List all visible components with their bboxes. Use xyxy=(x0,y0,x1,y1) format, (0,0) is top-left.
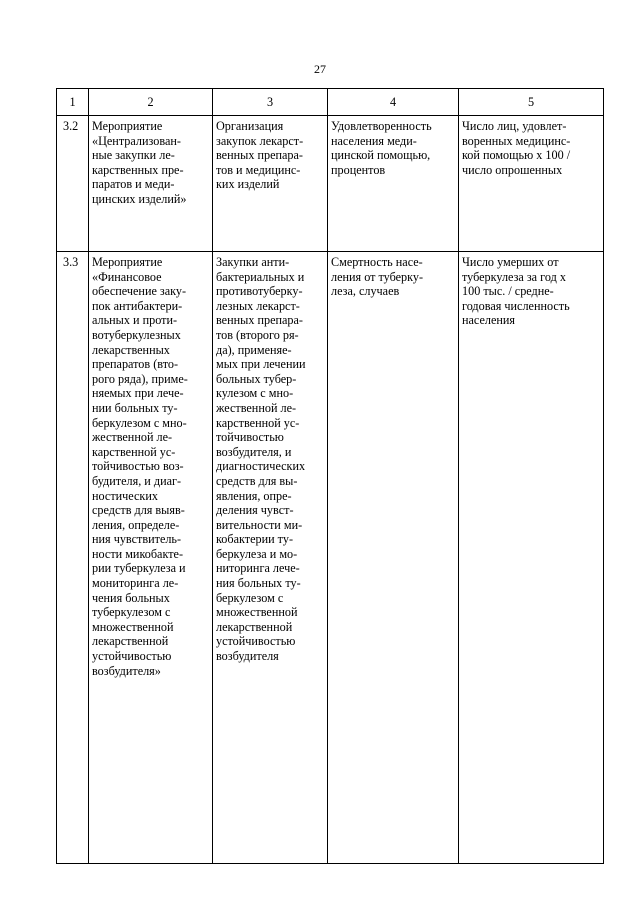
activity-text: Закупки анти- бактериальных и противотуберку- лезных лекарст- венных препара- тов (второго ря- да), применяе- мых при лечении больных тубер- кулезом с мно- жественной ле- карственной ус- тойчивостью возбудителя, и диагностических средств для вы- явления, опре- деления чувст- вительности ми- кобактерии ту- беркулеза и мо- ниторинга лече- ния больных ту- беркулезом с множественной лекарственной устойчивостью возбудителя xyxy=(216,255,306,664)
indicator-cell xyxy=(328,252,459,864)
indicator-cell xyxy=(328,116,459,252)
column-header: 4 xyxy=(328,89,459,116)
formula-text: Число лиц, удовлет- воренных медицинс- кой помощью х 100 / число опрошенных xyxy=(462,119,571,177)
column-header: 3 xyxy=(213,89,328,116)
row-number: 3.2 xyxy=(57,116,89,252)
measure-cell xyxy=(89,252,213,864)
indicator-text: Удовлетворенность населения меди- цинской помощью, процентов xyxy=(331,119,432,177)
activity-text: Организация закупок лекарст- венных препара- тов и медицинс- ких изделий xyxy=(216,119,304,192)
measure-text: Мероприятие «Финансовое обеспечение заку- пок антибактери- альных и проти- вотуберкулезных лекарственных препаратов (вто- рого ряда), приме- няемых при лече- нии больных ту- беркулезом с мно- жественной ле- карственной ус- тойчивостью воз- будителя, и диаг- ностических средств для выяв- ления, определе- ния чувствитель- ности микобакте- рии туберкулеза и мониторинга ле- чения больных туберкулезом с множественной лекарственной устойчивостью возбудителя» xyxy=(92,255,188,678)
activity-cell xyxy=(213,116,328,252)
column-header: 5 xyxy=(459,89,604,116)
indicators-table xyxy=(56,88,604,864)
page-number: 27 xyxy=(314,62,326,76)
column-header: 2 xyxy=(89,89,213,116)
table-row xyxy=(57,252,604,864)
activity-cell xyxy=(213,252,328,864)
row-number: 3.3 xyxy=(57,252,89,864)
formula-cell xyxy=(459,116,604,252)
table-row xyxy=(57,116,604,252)
formula-cell xyxy=(459,252,604,864)
formula-text: Число умерших от туберкулеза за год х 100 тыс. / средне- годовая численность населения xyxy=(462,255,570,328)
measure-text: Мероприятие «Централизован- ные закупки ле- карственных пре- паратов и меди- цинских изделий» xyxy=(92,119,187,206)
measure-cell xyxy=(89,116,213,252)
table-header-row xyxy=(57,89,604,116)
indicator-text: Смертность насе- ления от туберку- леза, случаев xyxy=(331,255,424,299)
column-header: 1 xyxy=(57,89,89,116)
